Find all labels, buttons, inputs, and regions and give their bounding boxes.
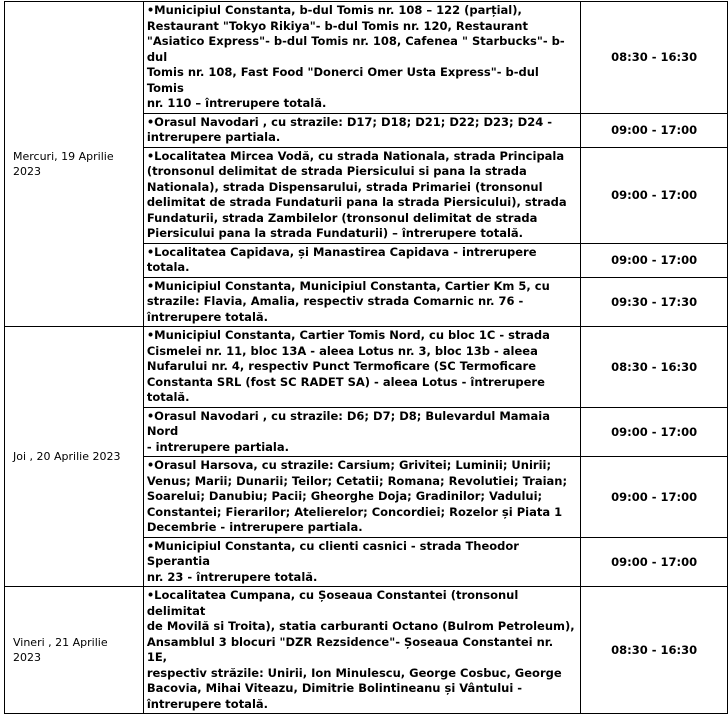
outage-time-cell: 09:00 - 17:00 <box>581 243 728 277</box>
day-date-cell: Mercuri, 19 Aprilie 2023 <box>5 2 144 327</box>
outage-location-cell: •Municipiul Constanta, Municipiul Constanta, Cartier Km 5, cu strazile: Flavia, Amalia, respectiv strada Comarnic nr. 76 - întrerupere totală. <box>143 277 580 327</box>
outage-location-cell: •Orasul Navodari , cu strazile: D6; D7; D8; Bulevardul Mamaia Nord - intrerupere partiala. <box>143 407 580 457</box>
day-date-cell: Joi , 20 Aprilie 2023 <box>5 327 144 587</box>
outage-time-cell: 09:00 - 17:00 <box>581 537 728 587</box>
table-row <box>5 587 728 714</box>
outage-location-cell: •Municipiul Constanta, cu clienti casnici - strada Theodor Sperantia nr. 23 - întrerupere totală. <box>143 537 580 587</box>
outage-time-cell: 09:00 - 17:00 <box>581 407 728 457</box>
outage-location-cell: •Localitatea Capidava, și Manastirea Capidava - intrerupere totala. <box>143 243 580 277</box>
outage-time-cell: 09:00 - 17:00 <box>581 113 728 147</box>
outage-location-cell: •Orasul Harsova, cu strazile: Carsium; Grivitei; Luminii; Unirii; Venus; Marii; Dunarii; Teilor; Cetatii; Romana; Revolutiei; Traian; Soarelui; Danubiu; Pacii; Gheorghe Doja; Gradinilor; Vadului; Constantei; Fierarilor; Atelierelor; Concordiei; Rozelor și Piata 1 Decembrie - intrerupere partiala. <box>143 457 580 538</box>
outage-time-cell: 08:30 - 16:30 <box>581 587 728 714</box>
day-date-cell: Vineri , 21 Aprilie 2023 <box>5 587 144 714</box>
outage-time-cell: 09:30 - 17:30 <box>581 277 728 327</box>
outage-schedule-table <box>4 1 728 714</box>
outage-time-cell: 09:00 - 17:00 <box>581 147 728 243</box>
table-row <box>5 2 728 114</box>
outage-time-cell: 09:00 - 17:00 <box>581 457 728 538</box>
outage-location-cell: •Municipiul Constanta, Cartier Tomis Nord, cu bloc 1C - strada Cismelei nr. 11, bloc 13A - aleea Lotus nr. 3, bloc 13b - aleea Nufarului nr. 4, respectiv Punct Termoficare (SC Termoficare Constanta SRL (fost SC RADET SA) - aleea Lotus - întrerupere totală. <box>143 327 580 408</box>
outage-location-cell: •Orasul Navodari , cu strazile: D17; D18; D21; D22; D23; D24 - intrerupere partiala. <box>143 113 580 147</box>
outage-location-cell: •Municipiul Constanta, b-dul Tomis nr. 108 – 122 (parțial), Restaurant "Tokyo Rikiya"- b-dul Tomis nr. 120, Restaurant "Asiatico Express"- b-dul Tomis nr. 108, Cafenea " Starbucks"- b-dul Tomis nr. 108, Fast Food "Donerci Omer Usta Express"- b-dul Tomis nr. 110 – întrerupere totală. <box>143 2 580 114</box>
schedule-body <box>5 2 728 714</box>
outage-location-cell: •Localitatea Cumpana, cu Șoseaua Constantei (tronsonul delimitat de Movilă si Troita), statia carburanti Octano (Bulrom Petroleum), Ansamblul 3 blocuri "DZR Rezsidence"- Șoseaua Constantei nr. 1E, respectiv străzile: Unirii, Ion Minulescu, George Cosbuc, George Bacovia, Mihai Viteazu, Dimitrie Bolintineanu și Vântului - întrerupere totală. <box>143 587 580 714</box>
outage-location-cell: •Localitatea Mircea Vodă, cu strada Nationala, strada Principala (tronsonul delimitat de strada Piersicului si pana la strada Nationala), strada Dispensarului, strada Primariei (tronsonul delimitat de strada Fundaturii pana la strada Piersicului), strada Fundaturii, strada Zambilelor (tronsonul delimitat de strada Piersicului pana la strada Fundaturii) – întrerupere totală. <box>143 147 580 243</box>
outage-time-cell: 08:30 - 16:30 <box>581 2 728 114</box>
outage-time-cell: 08:30 - 16:30 <box>581 327 728 408</box>
table-row <box>5 327 728 408</box>
